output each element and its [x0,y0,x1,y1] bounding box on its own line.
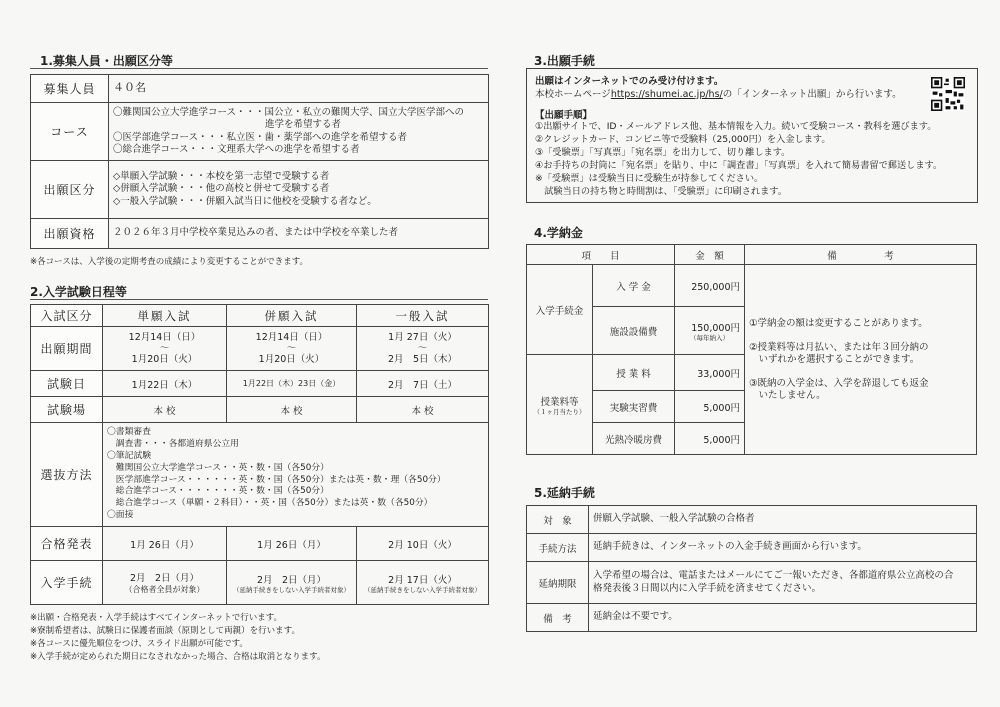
section-2-title-text: 2.入学試験日程等 [30,285,127,299]
s4-header: 項 目 [527,245,675,265]
s2-note: ※各コースに優先順位をつけ、スライド出願が可能です。 [30,639,248,649]
s3-lead: 出願はインターネットでのみ受け付けます。 [535,76,724,87]
s4-group-sub: （１ヶ月当たり） [533,407,586,416]
s3-step: ※「受験票」は受験当日に受験生が持参してください。 [535,173,764,184]
s5-label: 延納期限 [527,562,589,604]
s1-value: ◇単願入学試験・・・本校を第一志望で受験する者 ◇併願入学試験・・・他の高校と併せて受験する者 ◇一般入学試験・・・併願入試当日に他校を受験する者など。 [109,161,489,219]
s2-proc-date: 2月 17日（火） [388,574,457,586]
section-3-title [534,52,595,69]
s2-cell: 2月 7日（土） [357,371,489,397]
s1-label: 出願資格 [31,219,109,249]
s1-value: ２０２６年３月中学校卒業見込みの者、または中学校を卒業した者 [109,219,489,249]
s5-row [527,604,977,632]
s5-value: 併願入学試験、一般入学試験の合格者 [589,506,977,534]
s1-label: 出願区分 [31,161,109,219]
s4-item-name: 光熱冷暖房費 [593,423,675,455]
section-3-title-text: 3.出願手続 [534,54,595,68]
s2-cell [227,561,357,605]
s2-note: ※寮制希望者は、試験日に保護者面談（原則として両親）を行います。 [30,626,300,636]
s2-period-row [31,327,489,371]
section-5-title [534,484,595,501]
s5-value: 入学希望の場合は、電話またはメールにてご一報いただき、各都道府県公立高校の合 格発表後３日間以内に入学手続を済ませてください。 [589,562,977,604]
s2-col-header: 併願入試 [227,305,357,327]
s2-cell: 本 校 [227,397,357,423]
s4-item-amount: 150,000円 [691,322,741,334]
s3-steps [535,120,942,198]
s2-cell: 1月 27日（火） 〜 2月 5日（木） [357,327,489,371]
s5-label: 手続方法 [527,534,589,562]
s1-note: ※各コースは、入学後の定期考査の成績により変更することができます。 [30,257,309,267]
s2-cell: 1月 26日（月） [227,527,357,561]
section-1-title-text: 1.募集人員・出願区分等 [40,54,173,68]
s2-label: 入学手続 [31,561,103,605]
s2-cell: 12月14日（日） 〜 1月20日（火） [103,327,227,371]
s5-row [527,534,977,562]
s2-result-row [31,527,489,561]
s1-row-eligibility [31,219,489,249]
s4-header-row [527,245,977,265]
s5-label: 備 考 [527,604,589,632]
s2-proc-sub: （延納手続きをしない入学手続者対象） [233,585,350,594]
s5-row [527,562,977,604]
s2-cell: 1月 26日（月） [103,527,227,561]
s4-header: 金 額 [675,245,745,265]
s2-selection-value: 〇書類審査 調査書・・・各都道府県公立用 〇筆記試験 難関国公立大学進学コース・・英・数・国（各50分） 医学部進学コース・・・・・・英・数・国（各50分）または英・数・理（各50分） 総合進学コース・・・・・・・英・数・国（各50分） 総合進学コース（単願・２科目）・・英・国（各50分）または英・数（各50分） 〇面接 [103,423,489,527]
s2-cell: 1月22日（木）23日（金） [227,371,357,397]
s3-line2-pre: 本校ホームページ [535,89,611,100]
s5-label: 対 象 [527,506,589,534]
qr-code-icon [931,77,965,111]
s4-item-name: 入 学 金 [593,265,675,307]
s4-item-name: 実験実習費 [593,391,675,423]
section-2-title [30,283,127,300]
s3-proc-title: 【出願手順】 [535,110,593,121]
s4-item-name: 授 業 料 [593,355,675,391]
s1-table [30,74,489,249]
section-2-rule [30,299,488,300]
s1-row-category [31,161,489,219]
s3-url-link[interactable]: https://shumei.ac.jp/hs/ [610,89,723,100]
s2-label: 入試区分 [31,305,103,327]
section-4-title [534,224,583,241]
section-1-rule [30,68,488,69]
s4-group-label: 授業料等 [540,396,579,408]
s2-col-header: 一般入試 [357,305,489,327]
s2-label: 試験場 [31,397,103,423]
s2-cell: 本 校 [357,397,489,423]
s2-cell [357,561,489,605]
s4-item-amount-cell [675,307,745,355]
s2-label: 合格発表 [31,527,103,561]
s4-item-amount: 33,000円 [675,355,745,391]
s3-step: ③「受験票」「写真票」「宛名票」を出力して、切り離します。 [535,147,791,158]
s2-header-row [31,305,489,327]
s4-row [527,265,977,307]
s5-value: 延納手続きは、インターネットの入金手続き画面から行います。 [589,534,977,562]
s5-table [526,505,977,632]
s3-step: 試験当日の持ち物と時間割は、「受験票」に印刷されます。 [535,186,787,197]
s2-venue-row [31,397,489,423]
s2-proc-date: 2月 2日（月） [129,573,200,584]
s2-note: ※入学手続が定められた期日になされなかった場合、合格は取消となります。 [30,652,326,662]
s4-table [526,244,977,455]
s3-box [526,68,978,203]
s5-value: 延納金は不要です。 [589,604,977,632]
s2-proc-sub: （延納手続きをしない入学手続者対象） [364,585,481,594]
s2-examday-row [31,371,489,397]
s2-col-header: 単願入試 [103,305,227,327]
s4-header: 備 考 [745,245,977,265]
s1-row-capacity [31,75,489,103]
s2-proc-sub: （合格者全員が対象） [124,585,205,594]
s2-notes [30,612,325,664]
s3-step: ②クレジットカード、コンビニ等で受験料（25,000円）を入金します。 [535,134,831,145]
s2-label: 出願期間 [31,327,103,371]
s2-cell: 本 校 [103,397,227,423]
s2-procedure-row [31,561,489,605]
s2-cell: 1月22日（木） [103,371,227,397]
s4-group-label: 入学手続金 [527,265,593,355]
section-5-title-text: 5.延納手続 [534,486,595,500]
s1-value: 〇難関国公立大学進学コース・・・国公立・私立の難関大学、国立大学医学部への 進学を希望する者 〇医学部進学コース・・・私立医・歯・薬学部への進学を希望する者 〇総合進学コース・・・文理系大学への進学を希望する者 [109,103,489,161]
s1-row-course [31,103,489,161]
s4-remarks: ①学納金の額は変更することがあります。 ②授業料等は月払い、または年３回分納の いずれかを選択することができます。 ③既納の入学金は、入学を辞退しても返金 いたしません。 [745,265,977,455]
s1-label: 募集人員 [31,75,109,103]
s2-note: ※出願・合格発表・入学手続はすべてインターネットで行います。 [30,613,283,623]
s1-value: ４０名 [109,75,489,103]
s4-item-sub: （毎年納入） [690,333,730,342]
s2-cell: 2月 10日（火） [357,527,489,561]
s1-label: コース [31,103,109,161]
s4-item-amount: 250,000円 [675,265,745,307]
s4-group-label-cell [527,355,593,455]
s3-line2 [535,86,902,100]
s2-label: 試験日 [31,371,103,397]
s2-cell [103,561,227,605]
s2-cell: 12月14日（日） 〜 1月20日（火） [227,327,357,371]
s5-row [527,506,977,534]
s4-item-amount: 5,000円 [675,391,745,423]
s3-step: ①出願サイトで、ID・メールアドレス他、基本情報を入力。続いて受験コース・教科を選びます。 [535,121,937,132]
s4-item-name: 施設設備費 [593,307,675,355]
s2-table [30,304,489,605]
section-4-title-text: 4.学納金 [534,226,583,240]
s2-selection-row [31,423,489,527]
s3-step: ④お手持ちの封筒に「宛名票」を貼り、中に「調査書」「写真票」を入れて簡易書留で郵送します。 [535,160,943,171]
section-1-title [40,52,173,69]
s4-item-amount: 5,000円 [675,423,745,455]
s2-proc-date: 2月 2日（月） [256,574,327,586]
s3-line2-post: の「インターネット出願」から行います。 [722,89,902,100]
s2-label: 選抜方法 [31,423,103,527]
